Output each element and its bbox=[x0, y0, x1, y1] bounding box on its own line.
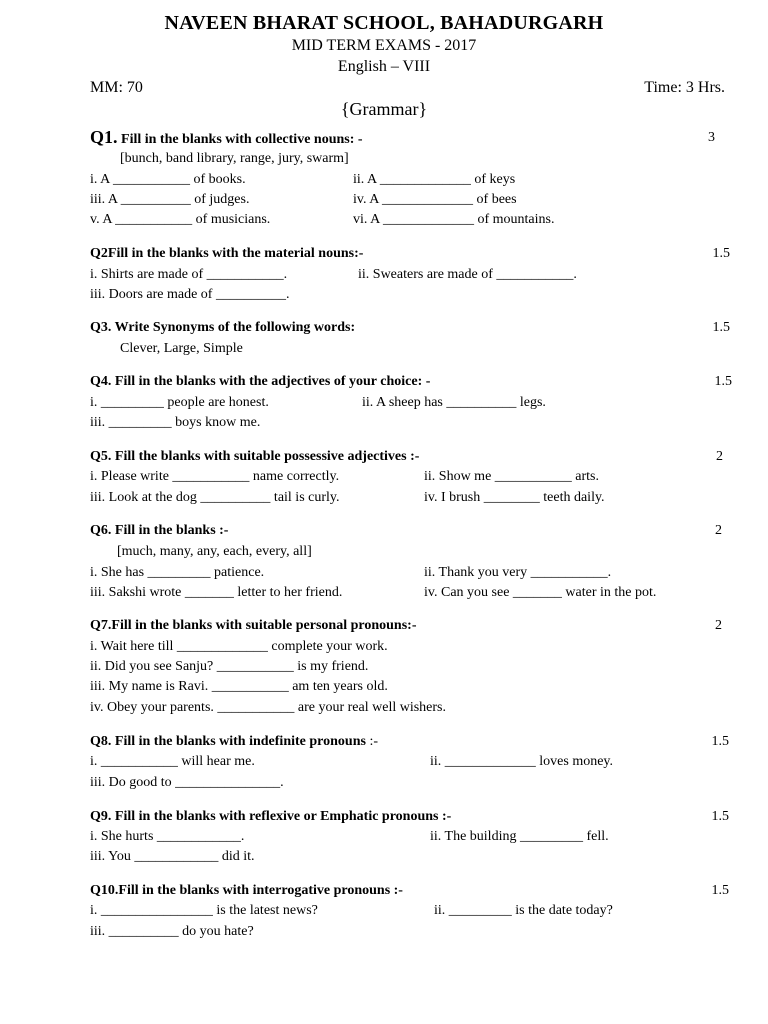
q1-word-bank: [bunch, band library, range, jury, swarm] bbox=[120, 151, 349, 166]
q2-title: Q2Fill in the blanks with the material nouns:- bbox=[90, 246, 364, 261]
q1-item-5: v. A ___________ of musicians. bbox=[90, 212, 271, 227]
subject-class: English – VIII bbox=[337, 58, 431, 75]
q1-title bbox=[90, 128, 363, 147]
section-title: {Grammar} bbox=[340, 99, 428, 119]
q2-item-2: ii. Sweaters are made of ___________. bbox=[358, 267, 577, 282]
q10-marks: 1.5 bbox=[711, 883, 729, 898]
q8-item-3: iii. Do good to _______________. bbox=[90, 775, 284, 790]
q6-item-4: iv. Can you see _______ water in the pot. bbox=[424, 585, 657, 600]
q10-item-1: i. ________________ is the latest news? bbox=[90, 903, 318, 918]
q6-word-bank: [much, many, any, each, every, all] bbox=[117, 544, 312, 559]
q5-item-3: iii. Look at the dog __________ tail is curly. bbox=[90, 490, 340, 505]
q3-words: Clever, Large, Simple bbox=[120, 341, 243, 356]
q8-title-suffix: :- bbox=[365, 734, 378, 749]
q6-item-2: ii. Thank you very ___________. bbox=[424, 565, 612, 580]
q9-item-1: i. She hurts ____________. bbox=[90, 829, 245, 844]
q4-item-3: iii. _________ boys know me. bbox=[90, 415, 261, 430]
q6-title: Q6. Fill in the blanks :- bbox=[90, 523, 229, 538]
q7-title: Q7.Fill in the blanks with suitable personal pronouns:- bbox=[90, 618, 417, 633]
q8-title-text: Q8. Fill in the blanks with indefinite pronouns bbox=[90, 734, 366, 749]
q1-item-2: ii. A _____________ of keys bbox=[353, 172, 516, 187]
q5-marks: 2 bbox=[716, 449, 723, 464]
q1-title-text: Fill in the blanks with collective nouns: - bbox=[117, 132, 363, 147]
q6-item-3: iii. Sakshi wrote _______ letter to her friend. bbox=[90, 585, 343, 600]
q5-item-4: iv. I brush ________ teeth daily. bbox=[424, 490, 605, 505]
q6-marks: 2 bbox=[715, 523, 722, 538]
q1-item-4: iv. A _____________ of bees bbox=[353, 192, 517, 207]
q9-item-2: ii. The building _________ fell. bbox=[430, 829, 609, 844]
q8-item-1: i. ___________ will hear me. bbox=[90, 754, 255, 769]
q6-item-1: i. She has _________ patience. bbox=[90, 565, 265, 580]
q4-item-1: i. _________ people are honest. bbox=[90, 395, 269, 410]
q5-title: Q5. Fill the blanks with suitable possessive adjectives :- bbox=[90, 449, 420, 464]
q8-marks: 1.5 bbox=[711, 734, 729, 749]
q7-item-4: iv. Obey your parents. ___________ are your real well wishers. bbox=[90, 700, 447, 715]
max-marks: MM: 70 bbox=[90, 79, 143, 96]
school-name: NAVEEN BHARAT SCHOOL, BAHADURGARH bbox=[164, 12, 604, 34]
q8-title bbox=[90, 735, 378, 749]
q9-title: Q9. Fill in the blanks with reflexive or Emphatic pronouns :- bbox=[90, 809, 452, 824]
q3-title: Q3. Write Synonyms of the following words: bbox=[90, 320, 356, 335]
q5-item-2: ii. Show me ___________ arts. bbox=[424, 469, 599, 484]
q10-item-3: iii. __________ do you hate? bbox=[90, 924, 254, 939]
q9-marks: 1.5 bbox=[711, 809, 729, 824]
q1-item-3: iii. A __________ of judges. bbox=[90, 192, 250, 207]
q10-item-2: ii. _________ is the date today? bbox=[434, 903, 613, 918]
q1-item-1: i. A ___________ of books. bbox=[90, 172, 246, 187]
q2-item-3: iii. Doors are made of __________. bbox=[90, 287, 290, 302]
q7-item-1: i. Wait here till _____________ complete your work. bbox=[90, 639, 388, 654]
q4-marks: 1.5 bbox=[714, 374, 732, 389]
q7-item-3: iii. My name is Ravi. ___________ am ten years old. bbox=[90, 679, 388, 694]
q1-number: Q1. bbox=[90, 127, 118, 147]
q3-marks: 1.5 bbox=[712, 320, 730, 335]
q4-title: Q4. Fill in the blanks with the adjectives of your choice: - bbox=[90, 374, 431, 389]
q7-marks: 2 bbox=[715, 618, 722, 633]
q10-title: Q10.Fill in the blanks with interrogative pronouns :- bbox=[90, 883, 403, 898]
q1-item-6: vi. A _____________ of mountains. bbox=[353, 212, 555, 227]
q7-item-2: ii. Did you see Sanju? ___________ is my friend. bbox=[90, 659, 369, 674]
q5-item-1: i. Please write ___________ name correctly. bbox=[90, 469, 340, 484]
q9-item-3: iii. You ____________ did it. bbox=[90, 849, 255, 864]
q1-marks: 3 bbox=[708, 130, 715, 145]
time-allowed: Time: 3 Hrs. bbox=[644, 79, 725, 96]
exam-title: MID TERM EXAMS - 2017 bbox=[291, 37, 477, 54]
q2-marks: 1.5 bbox=[712, 246, 730, 261]
q2-item-1: i. Shirts are made of ___________. bbox=[90, 267, 288, 282]
q4-item-2: ii. A sheep has __________ legs. bbox=[362, 395, 546, 410]
q8-item-2: ii. _____________ loves money. bbox=[430, 754, 614, 769]
